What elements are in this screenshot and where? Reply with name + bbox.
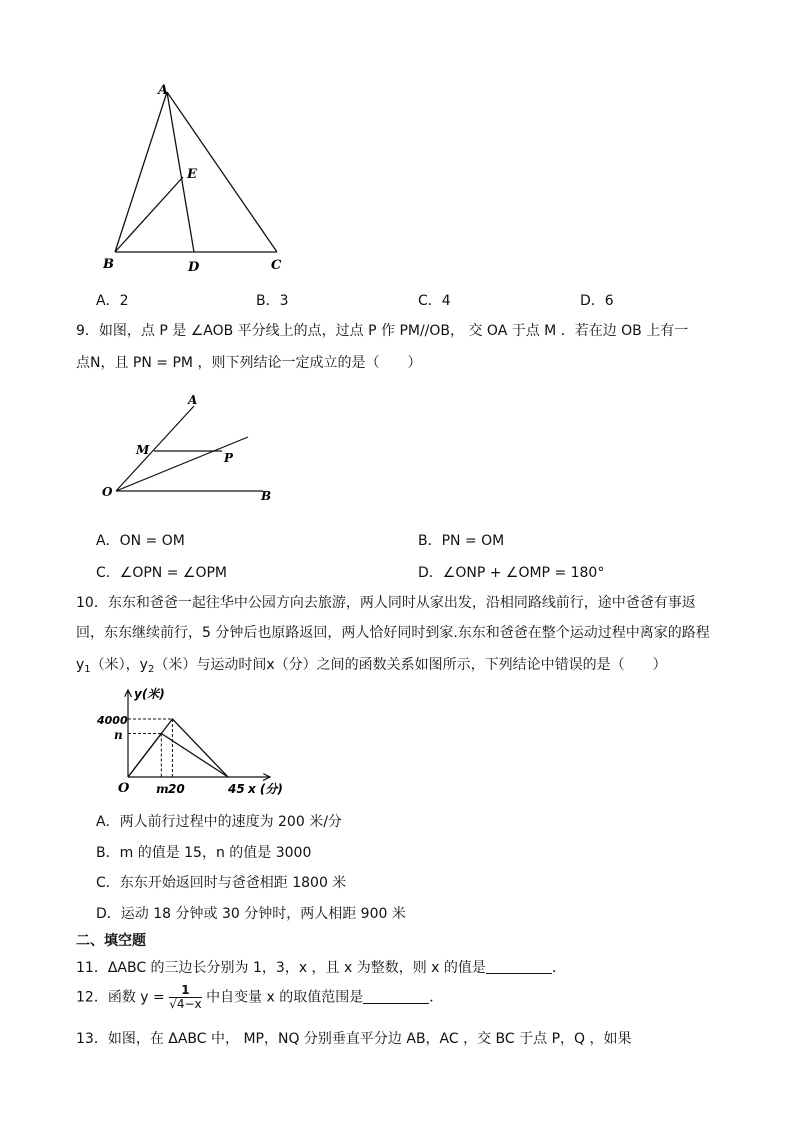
q10-stem-line3: [76, 654, 667, 675]
q10-stem-line2: 回，东东继续前行，5 分钟后也原路返回，两人恰好同时到家.东东和爸爸在整个运动过程中离家的路程: [76, 625, 710, 641]
q8-option-b[interactable]: B．3: [256, 293, 289, 309]
q10-distance-time-chart: [94, 684, 294, 800]
q10-option-c[interactable]: C．东东开始返回时与爸爸相距 1800 米: [96, 875, 347, 891]
series-1-line: [128, 719, 228, 777]
label-m: M: [136, 443, 150, 457]
y-axis-label: y(米): [134, 687, 165, 701]
q12-prefix: 12．函数 y =: [76, 989, 165, 1006]
q11-text: 11．ΔABC 的三边长分别为 1，3，x ，且 x 为整数，则 x 的值是: [76, 960, 486, 976]
q10-text-b: （米），y: [90, 657, 148, 673]
line-be: [115, 177, 183, 252]
tick-x-45: 45: [228, 782, 245, 796]
q10-y-var: y: [76, 657, 85, 673]
q9-stem-line2: 点N，且 PN = PM ，则下列结论一定成立的是（ ）: [76, 355, 422, 371]
q10-y-sub2: 2: [147, 664, 155, 675]
label-b: B: [103, 257, 114, 272]
q9-option-b[interactable]: B．PN = OM: [418, 533, 505, 549]
q10-option-b[interactable]: B．m 的值是 15，n 的值是 3000: [96, 845, 312, 861]
q8-triangle-figure: [96, 78, 306, 278]
q12-fraction: [169, 984, 201, 1011]
ray-oa: [116, 406, 194, 491]
q9-option-d[interactable]: D．∠ONP + ∠OMP = 180°: [418, 565, 605, 581]
label-o: O: [102, 485, 113, 499]
q12-stem: [76, 984, 443, 1011]
label-d: D: [188, 260, 200, 275]
q8-option-d[interactable]: D．6: [580, 293, 614, 309]
q12-end: ．: [429, 989, 444, 1006]
label-a: A: [158, 83, 169, 98]
q10-option-a[interactable]: A．两人前行过程中的速度为 200 米/分: [96, 814, 342, 830]
q10-text-c: （米）与运动时间x（分）之间的函数关系如图所示，下列结论中错误的是（ ）: [154, 657, 667, 673]
q12-numerator: 1: [169, 984, 201, 998]
q8-option-a[interactable]: A．2: [96, 293, 129, 309]
q12-denominator: √4−x: [169, 997, 202, 1011]
label-p: P: [224, 451, 234, 465]
tick-x-m: m: [156, 782, 169, 796]
tick-x-20: 20: [168, 782, 185, 796]
label-b: B: [261, 489, 272, 503]
label-c: C: [271, 258, 282, 273]
origin-label: O: [118, 781, 130, 796]
q11-stem: [76, 957, 566, 977]
line-ac: [167, 92, 277, 252]
q11-answer-blank[interactable]: [486, 959, 552, 974]
q12-suffix: 中自变量 x 的取值范围是: [206, 989, 364, 1006]
tick-y-n: n: [114, 728, 123, 742]
q10-y-sub1: 1: [84, 664, 91, 675]
q8-option-c[interactable]: C．4: [418, 293, 451, 309]
q10-stem-line1: 10．东东和爸爸一起往华中公园方向去旅游，两人同时从家出发，沿相同路线前行，途中爸爸有事返: [76, 595, 696, 611]
section-heading-fill-in: 二、填空题: [76, 933, 146, 949]
q13-stem: 13．如图，在 ΔABC 中， MP，NQ 分别垂直平分边 AB，AC ，交 BC 于点 P，Q ，如果: [76, 1031, 632, 1047]
label-a: A: [188, 393, 198, 407]
q10-option-d[interactable]: D．运动 18 分钟或 30 分钟时，两人相距 900 米: [96, 906, 406, 922]
q11-end: ．: [551, 960, 566, 976]
line-ab: [115, 92, 167, 252]
q9-option-a[interactable]: A．ON = OM: [96, 533, 185, 549]
x-axis-label: x (分): [248, 782, 283, 796]
q9-stem-line1: 9．如图，点 P 是 ∠AOB 平分线上的点，过点 P 作 PM//OB， 交 OA 于点 M ．若在边 OB 上有一: [76, 323, 689, 339]
tick-y-4000: 4000: [97, 714, 128, 727]
label-e: E: [187, 167, 197, 182]
q9-option-c[interactable]: C．∠OPN = ∠OPM: [96, 565, 227, 581]
q9-angle-figure: [98, 392, 288, 510]
series-2-line: [128, 734, 228, 778]
q12-answer-blank[interactable]: [363, 989, 429, 1004]
